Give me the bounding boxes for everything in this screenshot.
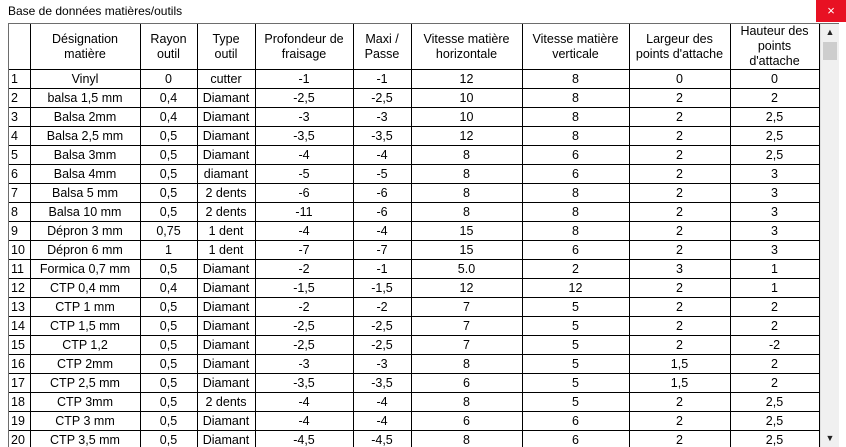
table-cell[interactable]: 5.0	[411, 260, 522, 279]
materials-table	[9, 24, 820, 447]
table-row[interactable]	[9, 165, 819, 184]
table-cell[interactable]: 0,4	[140, 89, 197, 108]
table-cell[interactable]: 3	[730, 184, 819, 203]
table-cell[interactable]: 0,5	[140, 298, 197, 317]
table-row[interactable]	[9, 374, 819, 393]
row-number-cell[interactable]: 17	[9, 374, 30, 393]
table-cell[interactable]: 6	[522, 412, 629, 431]
table-cell[interactable]: -3	[255, 355, 353, 374]
table-cell[interactable]: 3	[730, 203, 819, 222]
scroll-down-button[interactable]	[821, 430, 839, 447]
table-row[interactable]	[9, 298, 819, 317]
table-cell[interactable]: -2	[353, 298, 411, 317]
table-cell[interactable]: 2	[629, 222, 730, 241]
table-cell[interactable]: CTP 3,5 mm	[30, 431, 140, 447]
column-header[interactable]: Largeur des points d'attache	[629, 24, 730, 70]
table-cell[interactable]: 6	[522, 241, 629, 260]
table-cell[interactable]: -3	[353, 108, 411, 127]
row-number-cell[interactable]: 4	[9, 127, 30, 146]
table-cell[interactable]: 0,5	[140, 374, 197, 393]
table-cell[interactable]: Diamant	[197, 412, 255, 431]
table-cell[interactable]: 8	[522, 108, 629, 127]
table-cell[interactable]: 2	[629, 241, 730, 260]
table-cell[interactable]: 2 dents	[197, 184, 255, 203]
table-cell[interactable]: 0,5	[140, 317, 197, 336]
table-cell[interactable]: 8	[522, 203, 629, 222]
close-button[interactable]	[816, 0, 846, 22]
table-row[interactable]	[9, 127, 819, 146]
table-cell[interactable]: -2,5	[255, 336, 353, 355]
row-number-cell[interactable]: 10	[9, 241, 30, 260]
table-cell[interactable]: CTP 2mm	[30, 355, 140, 374]
row-number-cell[interactable]: 12	[9, 279, 30, 298]
table-cell[interactable]: Diamant	[197, 431, 255, 447]
table-cell[interactable]: 0,5	[140, 431, 197, 447]
table-cell[interactable]: Balsa 2,5 mm	[30, 127, 140, 146]
table-cell[interactable]: 6	[411, 412, 522, 431]
table-cell[interactable]: CTP 0,4 mm	[30, 279, 140, 298]
table-cell[interactable]: 2	[629, 317, 730, 336]
table-cell[interactable]: 8	[411, 355, 522, 374]
table-cell[interactable]: 2	[629, 146, 730, 165]
table-cell[interactable]: 8	[522, 222, 629, 241]
column-header[interactable]: Maxi / Passe	[353, 24, 411, 70]
close-icon: ×	[827, 3, 835, 18]
table-cell[interactable]: -4	[255, 412, 353, 431]
row-number-cell[interactable]: 7	[9, 184, 30, 203]
table-cell[interactable]: 0	[140, 70, 197, 89]
table-cell[interactable]: 1 dent	[197, 241, 255, 260]
row-number-cell[interactable]: 15	[9, 336, 30, 355]
table-cell[interactable]: 10	[411, 89, 522, 108]
table-cell[interactable]: Balsa 3mm	[30, 146, 140, 165]
table-cell[interactable]: 5	[522, 298, 629, 317]
row-number-cell[interactable]: 9	[9, 222, 30, 241]
table-cell[interactable]: -1,5	[353, 279, 411, 298]
table-cell[interactable]: 2	[629, 412, 730, 431]
table-cell[interactable]: 1	[730, 279, 819, 298]
table-row[interactable]	[9, 336, 819, 355]
table-cell[interactable]: 0,4	[140, 108, 197, 127]
table-cell[interactable]: 12	[411, 279, 522, 298]
table-cell[interactable]: -4,5	[353, 431, 411, 447]
table-cell[interactable]: CTP 1 mm	[30, 298, 140, 317]
table-cell[interactable]: -4	[255, 393, 353, 412]
table-cell[interactable]: 12	[411, 127, 522, 146]
table-cell[interactable]: Diamant	[197, 336, 255, 355]
table-cell[interactable]: 2	[522, 260, 629, 279]
table-cell[interactable]: 2,5	[730, 431, 819, 447]
table-cell[interactable]: 2	[730, 89, 819, 108]
table-cell[interactable]: 2	[730, 355, 819, 374]
row-number-cell[interactable]: 16	[9, 355, 30, 374]
table-cell[interactable]: -5	[255, 165, 353, 184]
table-cell[interactable]: -4	[353, 146, 411, 165]
table-cell[interactable]: 8	[411, 165, 522, 184]
row-number-cell[interactable]: 13	[9, 298, 30, 317]
table-row[interactable]	[9, 393, 819, 412]
table-cell[interactable]: -2	[730, 336, 819, 355]
table-cell[interactable]: -3	[353, 355, 411, 374]
table-cell[interactable]: Diamant	[197, 279, 255, 298]
table-cell[interactable]: 2,5	[730, 393, 819, 412]
table-cell[interactable]: 2	[629, 298, 730, 317]
table-cell[interactable]: 2,5	[730, 108, 819, 127]
table-cell[interactable]: 5	[522, 336, 629, 355]
table-cell[interactable]: 8	[411, 203, 522, 222]
table-cell[interactable]: -1	[353, 70, 411, 89]
table-cell[interactable]: 15	[411, 222, 522, 241]
table-cell[interactable]: 3	[730, 241, 819, 260]
table-cell[interactable]: 1 dent	[197, 222, 255, 241]
table-cell[interactable]: cutter	[197, 70, 255, 89]
table-cell[interactable]: 2	[629, 127, 730, 146]
table-cell[interactable]: 0,5	[140, 260, 197, 279]
column-header[interactable]: Type outil	[197, 24, 255, 70]
table-row[interactable]	[9, 355, 819, 374]
table-cell[interactable]: 0,75	[140, 222, 197, 241]
table-cell[interactable]: 1	[140, 241, 197, 260]
table-cell[interactable]: 1,5	[629, 374, 730, 393]
table-cell[interactable]: CTP 1,5 mm	[30, 317, 140, 336]
table-cell[interactable]: 2	[730, 317, 819, 336]
table-cell[interactable]: 0,4	[140, 279, 197, 298]
table-cell[interactable]: 6	[522, 165, 629, 184]
table-cell[interactable]: -2,5	[255, 317, 353, 336]
table-cell[interactable]: 8	[411, 431, 522, 447]
table-cell[interactable]: 8	[411, 146, 522, 165]
table-cell[interactable]: 2	[629, 203, 730, 222]
table-cell[interactable]: 0,5	[140, 336, 197, 355]
chevron-up-icon: ▲	[826, 27, 835, 37]
table-cell[interactable]: 2	[629, 336, 730, 355]
table-cell[interactable]: 10	[411, 108, 522, 127]
scroll-up-button[interactable]	[821, 24, 839, 41]
table-cell[interactable]: 2,5	[730, 412, 819, 431]
title-bar	[0, 0, 846, 22]
table-cell[interactable]: 2 dents	[197, 393, 255, 412]
table-cell[interactable]: Diamant	[197, 260, 255, 279]
row-number-cell[interactable]: 6	[9, 165, 30, 184]
table-cell[interactable]: -3,5	[353, 374, 411, 393]
table-cell[interactable]: -3,5	[255, 127, 353, 146]
table-body	[9, 70, 819, 447]
table-cell[interactable]: Diamant	[197, 355, 255, 374]
table-cell[interactable]: -5	[353, 165, 411, 184]
scroll-thumb[interactable]	[823, 42, 837, 60]
chevron-down-icon: ▼	[826, 433, 835, 443]
table-cell[interactable]: Diamant	[197, 108, 255, 127]
table-cell[interactable]: -3,5	[353, 127, 411, 146]
table-cell[interactable]: 8	[522, 70, 629, 89]
table-cell[interactable]: 8	[411, 393, 522, 412]
table-cell[interactable]: 3	[629, 260, 730, 279]
table-cell[interactable]: -11	[255, 203, 353, 222]
table-cell[interactable]: Vinyl	[30, 70, 140, 89]
table-cell[interactable]: -4	[255, 222, 353, 241]
table-row[interactable]	[9, 89, 819, 108]
table-cell[interactable]: 7	[411, 298, 522, 317]
table-cell[interactable]: -1,5	[255, 279, 353, 298]
table-cell[interactable]: -2,5	[353, 336, 411, 355]
row-number-cell[interactable]: 14	[9, 317, 30, 336]
row-number-header[interactable]	[9, 24, 30, 70]
column-header[interactable]: Désignation matière	[30, 24, 140, 70]
table-row[interactable]	[9, 184, 819, 203]
table-cell[interactable]: 12	[522, 279, 629, 298]
table-cell[interactable]: Balsa 10 mm	[30, 203, 140, 222]
row-number-cell[interactable]: 5	[9, 146, 30, 165]
table-cell[interactable]: -2,5	[353, 89, 411, 108]
table-cell[interactable]: CTP 3 mm	[30, 412, 140, 431]
table-cell[interactable]: 12	[411, 70, 522, 89]
row-number-cell[interactable]: 19	[9, 412, 30, 431]
column-header[interactable]: Hauteur des points d'attache	[730, 24, 819, 70]
table-cell[interactable]: -3,5	[255, 374, 353, 393]
table-cell[interactable]: -6	[353, 184, 411, 203]
table-cell[interactable]: Formica 0,7 mm	[30, 260, 140, 279]
table-cell[interactable]: balsa 1,5 mm	[30, 89, 140, 108]
row-number-cell[interactable]: 3	[9, 108, 30, 127]
table-cell[interactable]: 2	[629, 108, 730, 127]
table-cell[interactable]: Balsa 5 mm	[30, 184, 140, 203]
column-header[interactable]: Vitesse matière verticale	[522, 24, 629, 70]
header-row	[9, 24, 819, 70]
table-cell[interactable]: 15	[411, 241, 522, 260]
column-header[interactable]: Profondeur de fraisage	[255, 24, 353, 70]
table-cell[interactable]: -2	[255, 260, 353, 279]
table-cell[interactable]: -1	[255, 70, 353, 89]
table-cell[interactable]: Dépron 6 mm	[30, 241, 140, 260]
table-row[interactable]	[9, 412, 819, 431]
table-cell[interactable]: 0,5	[140, 203, 197, 222]
table-cell[interactable]: -3	[255, 108, 353, 127]
table-row[interactable]	[9, 317, 819, 336]
column-header[interactable]: Vitesse matière horizontale	[411, 24, 522, 70]
table-cell[interactable]: 2 dents	[197, 203, 255, 222]
table-row[interactable]	[9, 108, 819, 127]
table-cell[interactable]: 0,5	[140, 127, 197, 146]
table-row[interactable]	[9, 203, 819, 222]
table-cell[interactable]: 2	[629, 431, 730, 447]
table-cell[interactable]: 8	[522, 127, 629, 146]
table-cell[interactable]: 5	[522, 355, 629, 374]
table-cell[interactable]: 0,5	[140, 393, 197, 412]
row-number-cell[interactable]: 20	[9, 431, 30, 447]
table-cell[interactable]: 8	[522, 184, 629, 203]
row-number-cell[interactable]: 18	[9, 393, 30, 412]
table-cell[interactable]: 1,5	[629, 355, 730, 374]
table-cell[interactable]: Diamant	[197, 298, 255, 317]
table-cell[interactable]: Diamant	[197, 127, 255, 146]
table-cell[interactable]: -2,5	[255, 89, 353, 108]
table-cell[interactable]: 0,5	[140, 146, 197, 165]
table-cell[interactable]: -6	[353, 203, 411, 222]
table-cell[interactable]: 2,5	[730, 127, 819, 146]
table-cell[interactable]: diamant	[197, 165, 255, 184]
table-cell[interactable]: -4	[353, 222, 411, 241]
column-header[interactable]: Rayon outil	[140, 24, 197, 70]
table-cell[interactable]: -4,5	[255, 431, 353, 447]
table-cell[interactable]: 0,5	[140, 184, 197, 203]
table-cell[interactable]: -4	[353, 412, 411, 431]
table-cell[interactable]: 6	[522, 431, 629, 447]
table-cell[interactable]: Diamant	[197, 374, 255, 393]
table-cell[interactable]: -7	[353, 241, 411, 260]
table-cell[interactable]: 2	[730, 374, 819, 393]
table-cell[interactable]: 5	[522, 374, 629, 393]
table-row[interactable]	[9, 260, 819, 279]
table-cell[interactable]: 0	[629, 70, 730, 89]
table-cell[interactable]: 2	[629, 279, 730, 298]
table-row[interactable]	[9, 222, 819, 241]
table-cell[interactable]: -6	[255, 184, 353, 203]
table-cell[interactable]: 0,5	[140, 355, 197, 374]
table-cell[interactable]: -2,5	[353, 317, 411, 336]
table-cell[interactable]: 0,5	[140, 412, 197, 431]
row-number-cell[interactable]: 1	[9, 70, 30, 89]
table-cell[interactable]: 6	[522, 146, 629, 165]
table-cell[interactable]: 0,5	[140, 165, 197, 184]
table-cell[interactable]: 0	[730, 70, 819, 89]
table-cell[interactable]: 3	[730, 222, 819, 241]
table-cell[interactable]: Balsa 2mm	[30, 108, 140, 127]
table-cell[interactable]: 8	[411, 184, 522, 203]
table-cell[interactable]: 2	[730, 298, 819, 317]
table-cell[interactable]: CTP 2,5 mm	[30, 374, 140, 393]
data-grid-frame	[8, 23, 839, 447]
table-cell[interactable]: 2	[629, 184, 730, 203]
table-cell[interactable]: 8	[522, 89, 629, 108]
vertical-scrollbar[interactable]	[820, 24, 839, 447]
table-cell[interactable]: Dépron 3 mm	[30, 222, 140, 241]
table-cell[interactable]: 7	[411, 336, 522, 355]
table-row[interactable]	[9, 279, 819, 298]
table-row[interactable]	[9, 70, 819, 89]
table-cell[interactable]: 3	[730, 165, 819, 184]
table-cell[interactable]: 5	[522, 317, 629, 336]
table-cell[interactable]: CTP 3mm	[30, 393, 140, 412]
window-title: Base de données matières/outils	[8, 3, 182, 19]
table-cell[interactable]: -2	[255, 298, 353, 317]
table-cell[interactable]: 6	[411, 374, 522, 393]
table-cell[interactable]: Diamant	[197, 146, 255, 165]
row-number-cell[interactable]: 11	[9, 260, 30, 279]
table-cell[interactable]: 2,5	[730, 146, 819, 165]
table-cell[interactable]: 7	[411, 317, 522, 336]
table-cell[interactable]: -7	[255, 241, 353, 260]
table-cell[interactable]: -4	[353, 393, 411, 412]
table-cell[interactable]: CTP 1,2	[30, 336, 140, 355]
table-cell[interactable]: 2	[629, 165, 730, 184]
table-cell[interactable]: -4	[255, 146, 353, 165]
table-cell[interactable]: Balsa 4mm	[30, 165, 140, 184]
table-cell[interactable]: 1	[730, 260, 819, 279]
table-cell[interactable]: 2	[629, 393, 730, 412]
table-row[interactable]	[9, 431, 819, 447]
table-cell[interactable]: 5	[522, 393, 629, 412]
table-row[interactable]	[9, 241, 819, 260]
table-row[interactable]	[9, 146, 819, 165]
table-cell[interactable]: 2	[629, 89, 730, 108]
row-number-cell[interactable]: 8	[9, 203, 30, 222]
table-cell[interactable]: Diamant	[197, 89, 255, 108]
table-cell[interactable]: Diamant	[197, 317, 255, 336]
row-number-cell[interactable]: 2	[9, 89, 30, 108]
table-cell[interactable]: -1	[353, 260, 411, 279]
